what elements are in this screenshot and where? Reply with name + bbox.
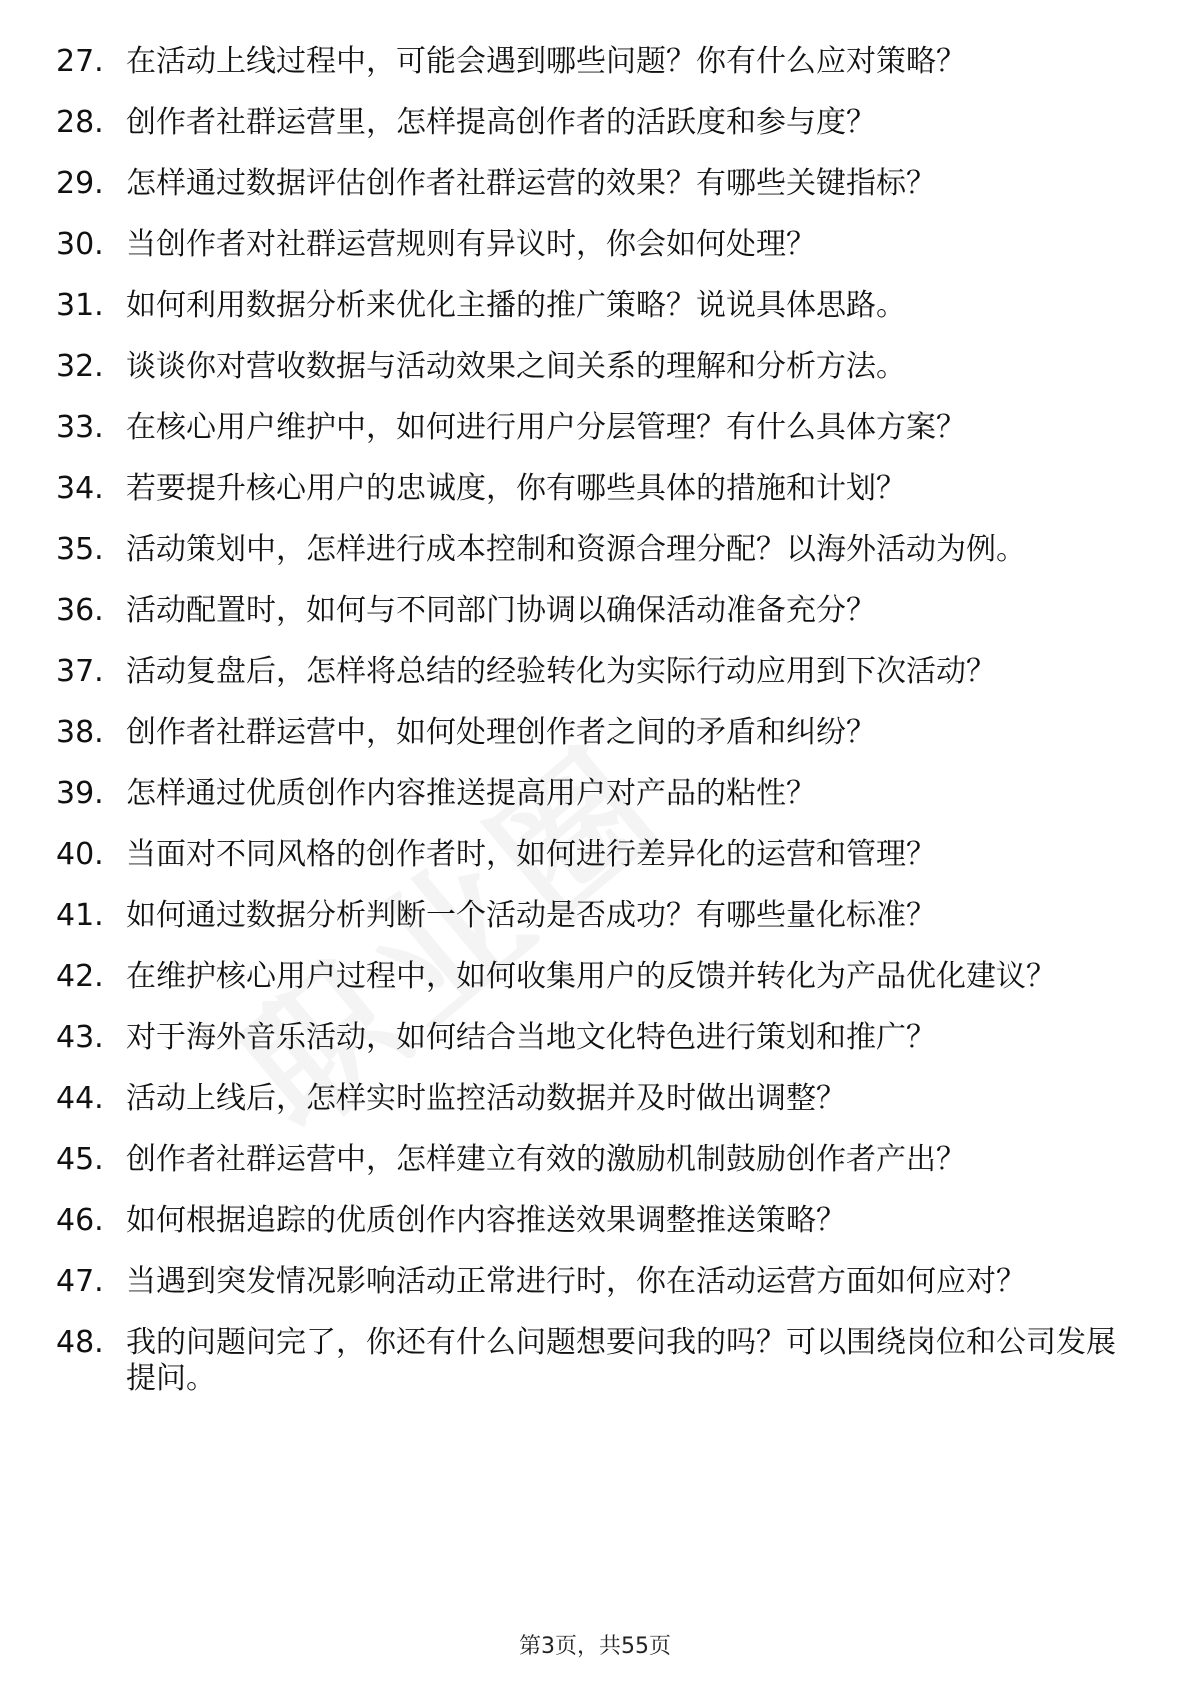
question-item <box>56 715 1120 751</box>
question-item <box>56 1264 1120 1300</box>
page-number-label: 第3页，共55页 <box>519 1634 671 1659</box>
question-text: 怎样通过数据评估创作者社群运营的效果？有哪些关键指标？ <box>126 166 936 201</box>
question-item <box>56 227 1120 263</box>
question-number: 45. <box>56 1142 104 1177</box>
question-number: 40. <box>56 837 104 872</box>
question-text: 创作者社群运营里，怎样提高创作者的活跃度和参与度？ <box>126 105 876 140</box>
question-number: 47. <box>56 1264 104 1299</box>
question-number: 29. <box>56 166 104 201</box>
question-item <box>56 593 1120 629</box>
question-number: 27. <box>56 44 104 79</box>
question-number: 37. <box>56 654 104 689</box>
question-text: 活动策划中，怎样进行成本控制和资源合理分配？以海外活动为例。 <box>126 532 1026 567</box>
question-item <box>56 654 1120 690</box>
question-text: 创作者社群运营中，怎样建立有效的激励机制鼓励创作者产出？ <box>126 1142 966 1177</box>
question-text: 如何通过数据分析判断一个活动是否成功？有哪些量化标准？ <box>126 898 936 933</box>
question-text: 当面对不同风格的创作者时，如何进行差异化的运营和管理？ <box>126 837 936 872</box>
question-number: 28. <box>56 105 104 140</box>
question-number: 34. <box>56 471 104 506</box>
question-item <box>56 532 1120 568</box>
question-text: 在核心用户维护中，如何进行用户分层管理？有什么具体方案？ <box>126 410 966 445</box>
question-number: 36. <box>56 593 104 628</box>
question-text: 对于海外音乐活动，如何结合当地文化特色进行策划和推广？ <box>126 1020 936 1055</box>
question-text: 创作者社群运营中，如何处理创作者之间的矛盾和纠纷？ <box>126 715 876 750</box>
question-item <box>56 837 1120 873</box>
question-text: 怎样通过优质创作内容推送提高用户对产品的粘性？ <box>126 776 816 811</box>
question-text: 如何利用数据分析来优化主播的推广策略？说说具体思路。 <box>126 288 906 323</box>
question-number: 39. <box>56 776 104 811</box>
question-item <box>56 1325 1120 1397</box>
question-item <box>56 898 1120 934</box>
question-number: 31. <box>56 288 104 323</box>
question-text: 若要提升核心用户的忠诚度，你有哪些具体的措施和计划？ <box>126 471 906 506</box>
question-text: 如何根据追踪的优质创作内容推送效果调整推送策略？ <box>126 1203 846 1238</box>
question-number: 33. <box>56 410 104 445</box>
question-number: 42. <box>56 959 104 994</box>
question-number: 41. <box>56 898 104 933</box>
question-item <box>56 44 1120 80</box>
page-footer <box>0 1634 1190 1660</box>
question-item <box>56 1203 1120 1239</box>
question-item <box>56 959 1120 995</box>
question-text: 活动复盘后，怎样将总结的经验转化为实际行动应用到下次活动？ <box>126 654 996 689</box>
question-number: 44. <box>56 1081 104 1116</box>
question-text: 活动配置时，如何与不同部门协调以确保活动准备充分？ <box>126 593 876 628</box>
question-item <box>56 105 1120 141</box>
question-item <box>56 1020 1120 1056</box>
question-text: 活动上线后，怎样实时监控活动数据并及时做出调整？ <box>126 1081 846 1116</box>
question-item <box>56 1142 1120 1178</box>
question-text: 在活动上线过程中，可能会遇到哪些问题？你有什么应对策略？ <box>126 44 966 79</box>
question-number: 38. <box>56 715 104 750</box>
question-text: 当遇到突发情况影响活动正常进行时，你在活动运营方面如何应对？ <box>126 1264 1026 1299</box>
question-item <box>56 1081 1120 1117</box>
question-item <box>56 288 1120 324</box>
question-number: 46. <box>56 1203 104 1238</box>
question-number: 35. <box>56 532 104 567</box>
question-list <box>56 44 1120 1422</box>
question-item <box>56 166 1120 202</box>
question-text: 当创作者对社群运营规则有异议时，你会如何处理？ <box>126 227 816 262</box>
question-number: 48. <box>56 1325 104 1360</box>
question-text: 谈谈你对营收数据与活动效果之间关系的理解和分析方法。 <box>126 349 906 384</box>
question-number: 32. <box>56 349 104 384</box>
question-number: 30. <box>56 227 104 262</box>
question-item <box>56 410 1120 446</box>
question-item <box>56 349 1120 385</box>
question-item <box>56 471 1120 507</box>
question-text: 在维护核心用户过程中，如何收集用户的反馈并转化为产品优化建议？ <box>126 959 1056 994</box>
question-item <box>56 776 1120 812</box>
question-number: 43. <box>56 1020 104 1055</box>
question-text: 我的问题问完了，你还有什么问题想要问我的吗？可以围绕岗位和公司发展提问。 <box>126 1325 1116 1396</box>
